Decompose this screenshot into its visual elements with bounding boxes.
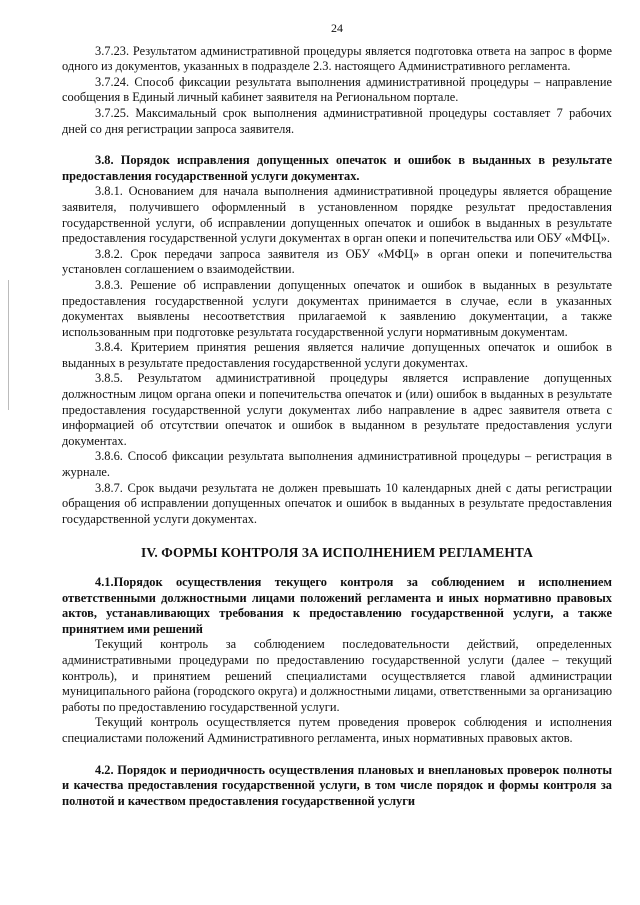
page-number: 24: [331, 21, 343, 35]
spacer: [62, 747, 612, 763]
paragraph-3-8-5: 3.8.5. Результатом административной процедуры является исправление допущенных должностным лицом органа опеки и попечительства опечаток и (или) ошибок в выданных в результате предоставления государственной услуги документах либо направление в адрес заявителя ответа с информацией об отсутствии опечаток и ошибок в выданном в результате предоставления услуги документах.: [62, 371, 612, 448]
paragraph-4-1-b: Текущий контроль осуществляется путем проведения проверок соблюдения и исполнения специалистами положений Административного регламента, иных нормативных правовых актов.: [62, 715, 612, 745]
paragraph-3-8-7: 3.8.7. Срок выдачи результата не должен превышать 10 календарных дней с даты регистрации обращения об исправлении допущенных опечаток и ошибок в выданных в результате предоставления государственной услуги документах.: [62, 480, 612, 526]
paragraph-3-8-2: 3.8.2. Срок передачи запроса заявителя из ОБУ «МФЦ» в орган опеки и попечительства установлен соглашением о взаимодействии.: [62, 246, 612, 277]
paragraph-3-7-24: 3.7.24. Способ фиксации результата выполнения административной процедуры – направление сообщения в Единый личный кабинет заявителя на Региональном портале.: [62, 74, 612, 105]
paragraph-3-8-3: 3.8.3. Решение об исправлении допущенных опечаток и ошибок в выданных в результате предоставления государственной услуги документах принимается в случае, если в указанных документах выявлены несоответствия прилагаемой к заявлению документации, а также использованным при подготовке результата государственной услуги нормативным документам.: [62, 277, 612, 339]
spacer: [62, 137, 612, 153]
section-4-1-heading: 4.1.Порядок осуществления текущего контроля за соблюдением и исполнением ответственными должностными лицами положений регламента и иных нормативно правовых актов, устанавливающих требования к предоставлению государственной услуги, а также принятием ими решений: [62, 575, 612, 636]
section-3-8-heading: 3.8. Порядок исправления допущенных опечаток и ошибок в выданных в результате предоставления государственной услуги документах.: [62, 153, 612, 183]
paragraph-4-1-a: Текущий контроль за соблюдением последовательности действий, определенных административными процедурами по предоставлению государственной услуги (далее – текущий контроль), и принятием решений специалистами осуществляется главой администрации муниципального района (городского округа) и должностными лицами, ответственными за организацию работы по предоставлению государственной услуги.: [62, 637, 612, 714]
document-page: [62, 0, 612, 809]
scan-edge-mark: [8, 280, 9, 410]
paragraph-3-8-6: 3.8.6. Способ фиксации результата выполнения административной процедуры – регистрация в журнале.: [62, 449, 612, 480]
paragraph-3-7-23: 3.7.23. Результатом административной процедуры является подготовка ответа на запрос в форме одного из документов, указанных в подразделе 2.3. настоящего Административного регламента.: [62, 43, 612, 74]
section-iv-title: IV. ФОРМЫ КОНТРОЛЯ ЗА ИСПОЛНЕНИЕМ РЕГЛАМЕНТА: [141, 545, 533, 561]
section-4-2-heading: 4.2. Порядок и периодичность осуществления плановых и внеплановых проверок полноты и качества предоставления государственной услуги, в том числе порядок и формы контроля за полнотой и качеством предоставления государственной услуги: [62, 762, 612, 808]
paragraph-3-8-1: 3.8.1. Основанием для начала выполнения административной процедуры является обращение заявителя, получившего оформленный в установленном порядке результат предоставления государственной услуги, об исправлении допущенных опечаток и ошибок в выданных в результате предоставления государственной услуги документах в орган опеки и попечительства или ОБУ «МФЦ».: [62, 184, 612, 246]
paragraph-3-7-25: 3.7.25. Максимальный срок выполнения административной процедуры составляет 7 рабочих дней со дня регистрации запроса заявителя.: [62, 105, 612, 136]
paragraph-3-8-4: 3.8.4. Критерием принятия решения является наличие допущенных опечаток и ошибок в выданных в результате предоставления государственной услуги документах.: [62, 340, 612, 370]
